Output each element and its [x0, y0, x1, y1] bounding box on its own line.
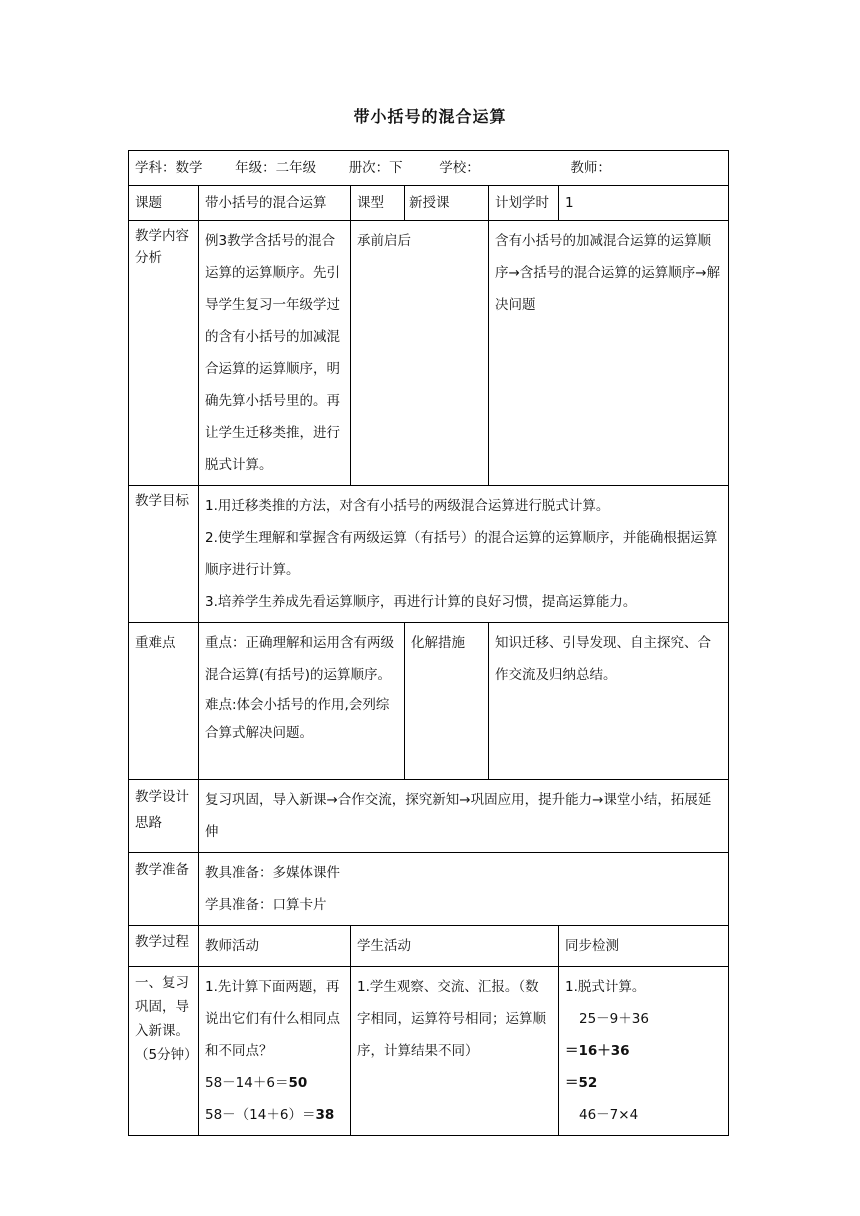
- design-label: 教学设计思路: [129, 780, 199, 853]
- course-row: [129, 186, 729, 221]
- col-student-activity: 学生活动: [351, 926, 559, 967]
- teacher-tools: 教具准备：多媒体课件: [205, 865, 340, 881]
- teacher-equation-1: 58－14＋6＝50: [205, 1075, 308, 1091]
- difficulty-point: 难点:体会小括号的作用,会列综合算式解决问题。: [205, 697, 390, 741]
- goal-item: 3.培养学生养成先看运算顺序，再进行计算的良好习惯，提高运算能力。: [205, 594, 637, 610]
- goal-item: 2.使学生理解和掌握含有两级运算（有括号）的混合运算的运算顺序，并能确根据运算顺序进行计算。: [205, 530, 718, 578]
- course-type-value: 新授课: [405, 186, 489, 221]
- analysis-right: 含有小括号的加减混合运算的运算顺序→含括号的混合运算的运算顺序→解决问题: [489, 221, 729, 486]
- teacher-activity-text: 1.先计算下面两题，再说出它们有什么相同点和不同点？: [205, 979, 340, 1059]
- check-equation-2: 46－7×4: [579, 1107, 639, 1123]
- course-label: 课题: [129, 186, 199, 221]
- school-field: 学校：: [439, 160, 480, 176]
- measure-label: 化解措施: [405, 623, 489, 780]
- check-title: 1.脱式计算。: [565, 979, 646, 995]
- key-label: 重难点: [129, 623, 199, 780]
- student-activity-text: 1.学生观察、交流、汇报。（数字相同，运算符号相同；运算顺序，计算结果不同）: [351, 967, 559, 1136]
- key-row: [129, 623, 729, 780]
- student-tools: 学具准备：口算卡片: [205, 897, 327, 913]
- prep-row: [129, 853, 729, 926]
- prep-label: 教学准备: [129, 853, 199, 926]
- course-hours-label: 计划学时: [489, 186, 559, 221]
- step1-label: 一、复习巩固，导入新课。（5分钟）: [129, 967, 199, 1136]
- header-row: [129, 151, 729, 186]
- check-equation-1: 25－9＋36: [579, 1011, 649, 1027]
- subject-field: 学科：数学: [135, 160, 203, 176]
- teacher-field: 教师：: [570, 160, 611, 176]
- measure-content: 知识迁移、引导发现、自主探究、合作交流及归纳总结。: [489, 623, 729, 780]
- check-step-1: ＝16＋36: [565, 1043, 630, 1059]
- process-label: 教学过程: [129, 926, 199, 967]
- analysis-label: 教学内容分析: [129, 221, 199, 486]
- design-row: [129, 780, 729, 853]
- analysis-content: 例3教学含括号的混合运算的运算顺序。先引导学生复习一年级学过的含有小括号的加减混合运算的运算顺序，明确先算小括号里的。再让学生迁移类推，进行脱式计算。: [199, 221, 351, 486]
- course-type-label: 课型: [351, 186, 405, 221]
- analysis-row: [129, 221, 729, 486]
- check-step-2: ＝52: [565, 1075, 598, 1091]
- volume-field: 册次：下: [348, 160, 403, 176]
- document-title: 带小括号的混合运算: [353, 107, 507, 126]
- grade-field: 年级：二年级: [235, 160, 317, 176]
- goals-label: 教学目标: [129, 486, 199, 623]
- course-topic: 带小括号的混合运算: [199, 186, 351, 221]
- key-point: 重点：正确理解和运用含有两级混合运算(有括号)的运算顺序。: [205, 635, 394, 683]
- goals-row: [129, 486, 729, 623]
- col-sync-check: 同步检测: [559, 926, 729, 967]
- step1-row: [129, 967, 729, 1136]
- process-header-row: [129, 926, 729, 967]
- lesson-plan-table: [128, 150, 729, 1136]
- course-hours-value: 1: [559, 186, 729, 221]
- goal-item: 1.用迁移类推的方法，对含有小括号的两级混合运算进行脱式计算。: [205, 498, 610, 514]
- col-teacher-activity: 教师活动: [199, 926, 351, 967]
- design-content: 复习巩固，导入新课→合作交流，探究新知→巩固应用，提升能力→课堂小结，拓展延伸: [199, 780, 729, 853]
- teacher-equation-2: 58－（14＋6）＝38: [205, 1107, 335, 1123]
- analysis-mid: 承前启后: [351, 221, 489, 486]
